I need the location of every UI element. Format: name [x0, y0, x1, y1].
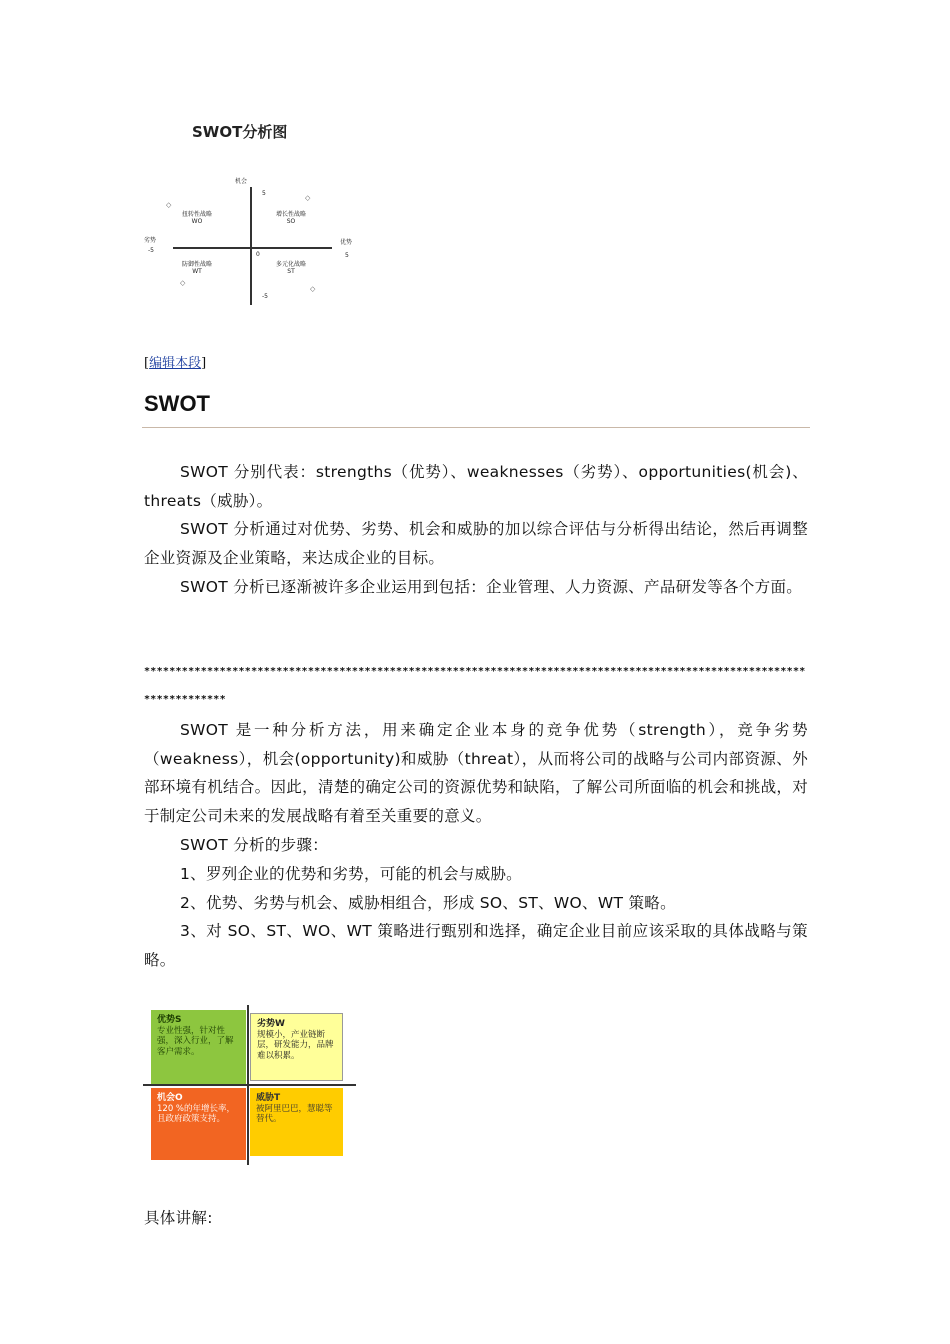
paragraph: SWOT 是一种分析方法，用来确定企业本身的竞争优势（strength），竞争劣势（weakness），机会(opportunity)和威胁（threat），从而将公司的战略与公司内部资源、外部环境有机结合。因此，清楚的确定公司的资源优势和缺陷，了解公司所面临的机会和挑战，对于制定公司未来的发展战略有着至关重要的意义。	[144, 721, 808, 825]
grid-horizontal-line	[143, 1084, 356, 1086]
quadrant-st-code: ST	[287, 268, 295, 275]
top-axis-label: 机会	[235, 178, 248, 185]
cell-text: 规模小，产业链断层，研发能力，品牌难以积累。	[257, 1029, 334, 1061]
quadrant-so-code: SO	[286, 218, 296, 225]
cell-title: 威胁T	[256, 1093, 281, 1103]
vertical-axis	[250, 187, 252, 305]
swot-cell-opportunities	[151, 1088, 246, 1160]
grid-vertical-line	[247, 1005, 249, 1165]
horizontal-axis	[173, 247, 332, 249]
marker-icon: ◇	[305, 194, 311, 202]
bottom-axis-value: -5	[262, 293, 268, 300]
section-heading: SWOT	[144, 391, 210, 416]
swot-cell-threats	[250, 1088, 343, 1156]
edit-section-link[interactable]: 编辑本段	[149, 356, 202, 371]
quadrant-wo	[182, 211, 212, 225]
heading-divider	[142, 427, 810, 428]
quadrant-wo-code: WO	[191, 218, 203, 225]
marker-icon: ◇	[166, 201, 172, 209]
separator-line: **********************************************************************************************************************	[144, 666, 806, 705]
edit-section-link-wrapper	[144, 352, 206, 371]
section-lead-text: 具体讲解:	[144, 1209, 213, 1227]
cell-text: 专业性强，针对性强，深入行业，了解客户需求。	[157, 1025, 234, 1057]
paragraph: SWOT 分析通过对优势、劣势、机会和威胁的加以综合评估与分析得出结论，然后再调整企业资源及企业策略，来达成企业的目标。	[144, 520, 808, 567]
quadrant-so-name: 增长性战略	[276, 211, 307, 218]
marker-icon: ◇	[310, 285, 316, 293]
swot-cell-weaknesses	[250, 1013, 343, 1081]
cell-text: 120 %的年增长率，且政府政策支持。	[157, 1103, 236, 1124]
quadrant-wt	[182, 261, 212, 275]
swot-quadrant-figure	[140, 115, 370, 315]
quadrant-wt-name: 防御性战略	[182, 261, 213, 268]
quadrant-wt-code: WT	[192, 268, 202, 275]
quadrant-wo-name: 扭转性战略	[182, 211, 213, 218]
left-axis-value: -5	[148, 247, 154, 254]
paragraph: 3、对 SO、ST、WO、WT 策略进行甄别和选择，确定企业目前应该采取的具体战略与策略。	[144, 922, 808, 969]
right-axis-label: 优势	[340, 239, 353, 246]
origin-label: 0	[256, 251, 260, 258]
cell-title: 机会O	[157, 1093, 183, 1103]
swot-cell-strengths	[151, 1010, 246, 1084]
paragraph: SWOT 分别代表：strengths（优势）、weaknesses（劣势）、opportunities(机会)、threats（威胁）。	[144, 463, 808, 510]
cell-title: 劣势W	[257, 1019, 285, 1029]
left-axis-label: 劣势	[144, 237, 157, 244]
paragraph: SWOT 分析的步骤：	[180, 836, 329, 854]
quadrant-st	[276, 261, 306, 275]
top-axis-value: 5	[262, 190, 266, 197]
right-axis-value: 5	[345, 252, 349, 259]
cell-text: 被阿里巴巴，慧聪等替代。	[256, 1103, 333, 1124]
marker-icon: ◇	[180, 279, 186, 287]
bracket-close: ]	[201, 356, 207, 371]
quadrant-so	[276, 211, 306, 225]
quadrant-st-name: 多元化战略	[276, 261, 307, 268]
paragraph: SWOT 分析已逐渐被许多企业运用到包括：企业管理、人力资源、产品研发等各个方面。	[180, 578, 803, 596]
paragraph: 1、罗列企业的优势和劣势，可能的机会与威胁。	[180, 865, 522, 883]
paragraph: 2、优势、劣势与机会、威胁相组合，形成 SO、ST、WO、WT 策略。	[180, 894, 676, 912]
figure-title: SWOT分析图	[192, 123, 288, 141]
cell-title: 优势S	[157, 1015, 182, 1025]
bracket-open: [	[144, 356, 150, 371]
swot-grid-figure	[143, 1005, 358, 1167]
